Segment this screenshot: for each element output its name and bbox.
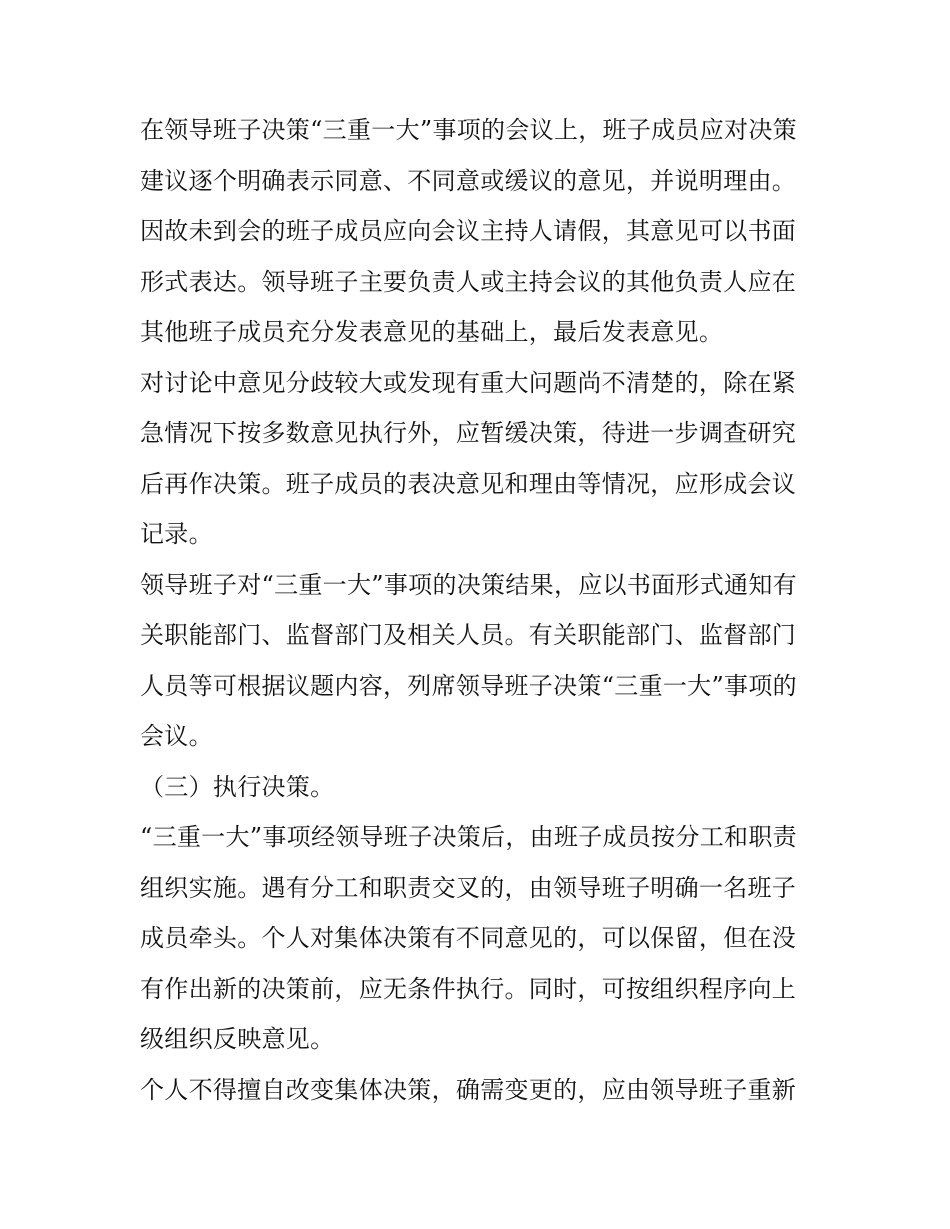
text-line: 在领导班子决策“三重一大”事项的会议上，班子成员应对决策 — [140, 116, 797, 144]
text-line: 建议逐个明确表示同意、不同意或缓议的意见，并说明理由。 — [140, 167, 797, 195]
text-line: 急情况下按多数意见执行外，应暂缓决策，待进一步调查研究 — [140, 419, 797, 447]
text-line: 级组织反映意见。 — [140, 1025, 335, 1053]
text-line: 人员等可根据议题内容，列席领导班子决策“三重一大”事项的 — [140, 672, 797, 700]
text-line: 会议。 — [140, 722, 213, 750]
text-line: 其他班子成员充分发表意见的基础上，最后发表意见。 — [140, 318, 724, 346]
text-line: 领导班子对“三重一大”事项的决策结果，应以书面形式通知有 — [140, 571, 797, 599]
text-line: 有作出新的决策前，应无条件执行。同时，可按组织程序向上 — [140, 975, 797, 1003]
text-line: 个人不得擅自改变集体决策，确需变更的，应由领导班子重新 — [140, 1076, 797, 1104]
text-line: “三重一大”事项经领导班子决策后，由班子成员按分工和职责 — [140, 823, 797, 851]
text-line: 对讨论中意见分歧较大或发现有重大问题尚不清楚的，除在紧 — [140, 369, 797, 397]
text-line: 后再作决策。班子成员的表决意见和理由等情况，应形成会议 — [140, 470, 797, 498]
text-line: 关职能部门、监督部门及相关人员。有关职能部门、监督部门 — [140, 621, 797, 649]
text-line: 因故未到会的班子成员应向会议主持人请假，其意见可以书面 — [140, 217, 797, 245]
section-heading: （三）执行决策。 — [140, 773, 335, 801]
text-line: 形式表达。领导班子主要负责人或主持会议的其他负责人应在 — [140, 268, 797, 296]
text-line: 成员牵头。个人对集体决策有不同意见的，可以保留，但在没 — [140, 924, 797, 952]
text-line: 组织实施。遇有分工和职责交叉的，由领导班子明确一名班子 — [140, 874, 797, 902]
text-line: 记录。 — [140, 520, 213, 548]
